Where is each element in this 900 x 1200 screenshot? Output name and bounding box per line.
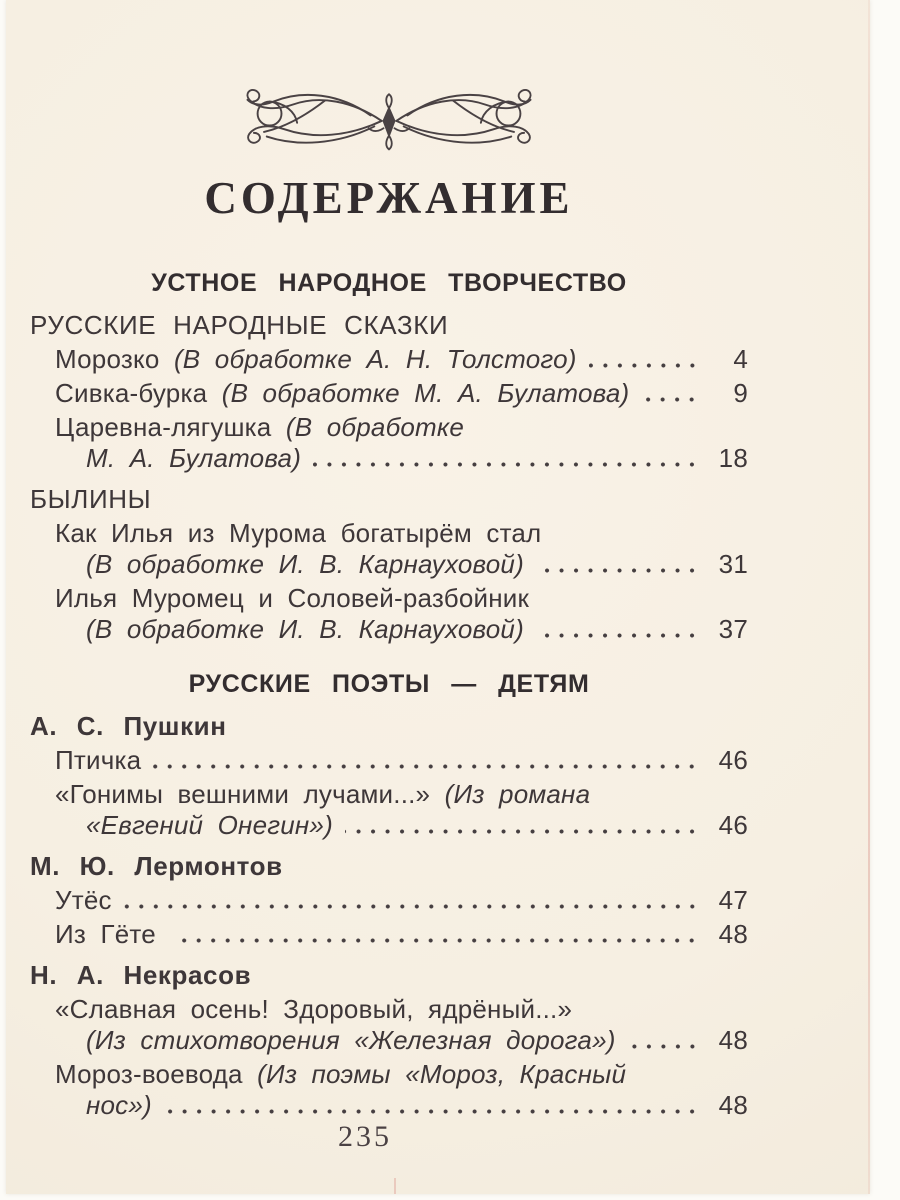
entry-line xyxy=(30,549,748,580)
entry-line xyxy=(30,810,748,841)
entry-text-italic: М. А. Булатова) xyxy=(86,443,302,473)
entry-line xyxy=(30,344,748,375)
entry-line xyxy=(30,378,748,409)
group-subheading: М. Ю. Лермонтов xyxy=(30,851,283,881)
entry-text: «Славная осень! Здоровый, ядрёный...» xyxy=(55,994,573,1024)
entry-line xyxy=(30,1025,748,1056)
entry-text-italic: (В обработке И. В. Карнауховой) xyxy=(86,614,524,644)
entry-text-italic: (Из романа xyxy=(444,779,591,809)
entry-page-number: 9 xyxy=(733,378,748,408)
entry-page-number: 46 xyxy=(718,810,748,840)
toc-section xyxy=(30,669,748,1121)
entry-line xyxy=(30,518,748,549)
entry-line xyxy=(30,779,748,810)
entry-line xyxy=(30,412,748,443)
entry-text: Мороз-воевода xyxy=(55,1059,258,1089)
entry-text-italic: нос») xyxy=(86,1090,152,1120)
flourish-ornament-icon xyxy=(229,86,549,154)
entry-text-italic: (Из стихотворения «Железная дорога») xyxy=(86,1025,616,1055)
entry-text-italic: (Из поэмы «Мороз, Красный xyxy=(257,1059,627,1089)
group-subheading: А. С. Пушкин xyxy=(30,711,227,741)
dot-leader xyxy=(628,1044,704,1049)
folio-page-number: 235 xyxy=(338,1120,392,1153)
section-heading: РУССКИЕ ПОЭТЫ — ДЕТЯМ xyxy=(188,670,590,698)
dot-leader xyxy=(641,397,704,402)
entry-page-number: 37 xyxy=(718,614,748,644)
entry-page-number: 48 xyxy=(718,1025,748,1055)
entry-page-number: 4 xyxy=(733,344,748,374)
toc-entry xyxy=(30,518,748,580)
dot-leader xyxy=(345,829,704,834)
dot-leader xyxy=(536,568,704,573)
entry-text-italic: «Евгений Онегин») xyxy=(86,810,333,840)
toc-entry xyxy=(30,583,748,645)
entry-page-number: 46 xyxy=(718,745,748,775)
toc-entry xyxy=(30,378,748,409)
entry-text: Царевна-лягушка xyxy=(55,412,286,442)
entry-text: Утёс xyxy=(55,885,112,915)
section-heading: УСТНОЕ НАРОДНОЕ ТВОРЧЕСТВО xyxy=(151,269,627,297)
entry-line xyxy=(30,994,748,1025)
toc-entry xyxy=(30,344,748,375)
scan-artifact-tick xyxy=(394,1178,396,1194)
entry-text: Птичка xyxy=(55,745,142,775)
entry-page-number: 18 xyxy=(718,443,748,473)
dot-leader xyxy=(589,363,704,368)
entry-line xyxy=(30,1090,748,1121)
entry-text-italic: (В обработке И. В. Карнауховой) xyxy=(86,549,524,579)
entry-line xyxy=(30,745,748,776)
entry-text: «Гонимы вешними лучами...» xyxy=(55,779,445,809)
entry-text: Из Гёте xyxy=(55,919,171,949)
entry-line xyxy=(30,614,748,645)
entry-text: Как Илья из Мурома богатырём стал xyxy=(55,518,542,548)
dot-leader xyxy=(313,462,704,467)
entry-page-number: 48 xyxy=(718,1090,748,1120)
toc-group xyxy=(30,310,748,474)
toc-entry xyxy=(30,1059,748,1121)
entry-line xyxy=(30,919,748,950)
dot-leader xyxy=(164,1109,704,1114)
entry-text: Сивка-бурка xyxy=(55,378,222,408)
group-subheading: Н. А. Некрасов xyxy=(30,960,252,990)
toc-entry xyxy=(30,745,748,776)
toc-group xyxy=(30,484,748,645)
entry-text-italic: (В обработке xyxy=(285,412,465,442)
group-subheading: БЫЛИНЫ xyxy=(30,484,152,514)
page-title: СОДЕРЖАНИЕ xyxy=(204,173,574,223)
page-content xyxy=(30,0,748,1124)
entry-line xyxy=(30,443,748,474)
toc-group xyxy=(30,711,748,841)
toc-entry xyxy=(30,779,748,841)
group-subheading: РУССКИЕ НАРОДНЫЕ СКАЗКИ xyxy=(30,310,449,340)
toc-section xyxy=(30,268,748,645)
toc-entry xyxy=(30,919,748,950)
entry-line xyxy=(30,583,748,614)
entry-line xyxy=(30,885,748,916)
toc-group xyxy=(30,851,748,950)
entry-text: Морозко xyxy=(55,344,174,374)
entry-text-italic: (В обработке М. А. Булатова) xyxy=(221,378,630,408)
dot-leader xyxy=(124,904,704,909)
entry-line xyxy=(30,1059,748,1090)
toc-entry xyxy=(30,885,748,916)
toc-entry xyxy=(30,412,748,474)
book-page xyxy=(6,0,870,1194)
entry-text: Илья Муромец и Соловей-разбойник xyxy=(55,583,530,613)
scan-edge-line xyxy=(868,0,870,1194)
toc-group xyxy=(30,960,748,1121)
toc-entry xyxy=(30,994,748,1056)
dot-leader xyxy=(153,764,704,769)
dot-leader xyxy=(182,938,704,943)
entry-page-number: 31 xyxy=(718,549,748,579)
entry-text-italic: (В обработке А. Н. Толстого) xyxy=(173,344,577,374)
dot-leader xyxy=(536,633,704,638)
entry-page-number: 48 xyxy=(718,919,748,949)
toc xyxy=(30,268,748,1121)
entry-page-number: 47 xyxy=(718,885,748,915)
